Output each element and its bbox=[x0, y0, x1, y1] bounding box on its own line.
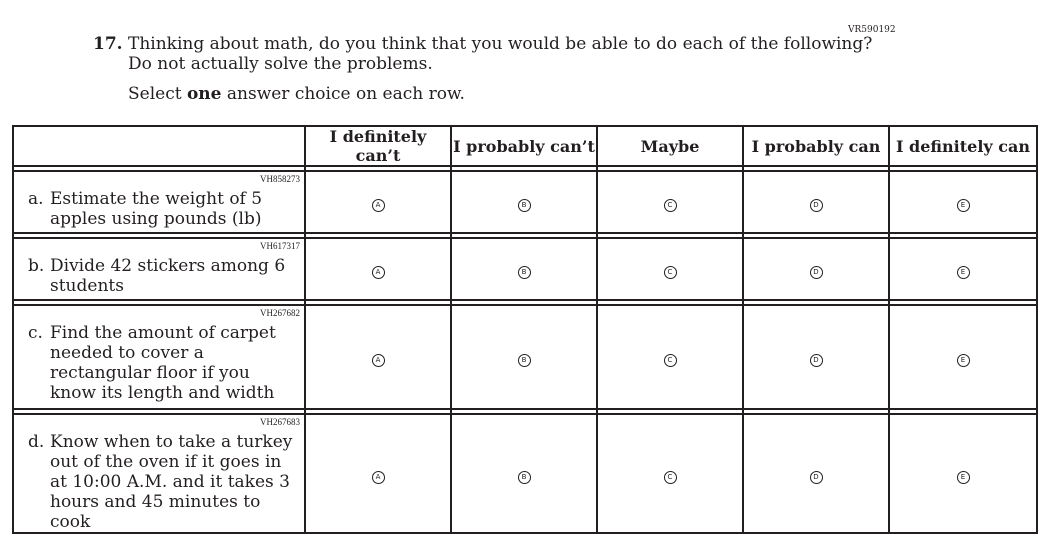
option-b-bubble[interactable]: B bbox=[518, 471, 531, 484]
option-cell[interactable] bbox=[597, 305, 743, 409]
row-text: Know when to take a turkey out of the oven if it goes in at 10:00 A.M. and it takes 3 hours and 45 minutes to cook bbox=[50, 432, 293, 532]
column-header: I probably can’t bbox=[451, 126, 597, 166]
row-item-code: VH267682 bbox=[260, 308, 300, 318]
option-a-bubble[interactable]: A bbox=[372, 471, 385, 484]
instruction-post: answer choice on each row. bbox=[221, 84, 465, 104]
option-d-bubble[interactable]: D bbox=[810, 471, 823, 484]
option-cell[interactable] bbox=[305, 238, 451, 300]
header-row bbox=[13, 126, 1037, 166]
option-cell[interactable] bbox=[451, 238, 597, 300]
option-cell[interactable] bbox=[597, 238, 743, 300]
row-text: Find the amount of carpet needed to cover a rectangular floor if you know its length and width bbox=[50, 323, 276, 403]
option-cell[interactable] bbox=[451, 171, 597, 233]
option-cell[interactable] bbox=[305, 171, 451, 233]
row-item-code: VH267683 bbox=[260, 417, 300, 427]
option-cell[interactable] bbox=[889, 238, 1037, 300]
column-header: Maybe bbox=[597, 126, 743, 166]
row-text: Estimate the weight of 5 apples using pounds (lb) bbox=[50, 189, 263, 229]
option-c-bubble[interactable]: C bbox=[664, 266, 677, 279]
question-line-1: Thinking about math, do you think that you would be able to do each of the following? bbox=[128, 34, 873, 54]
option-cell[interactable] bbox=[597, 414, 743, 533]
row-item-code: VH858273 bbox=[260, 174, 300, 184]
option-d-bubble[interactable]: D bbox=[810, 266, 823, 279]
option-cell[interactable] bbox=[305, 305, 451, 409]
table-row bbox=[13, 238, 1037, 300]
row-letter: c. bbox=[28, 323, 43, 343]
question-number: 17. bbox=[93, 34, 123, 54]
option-a-bubble[interactable]: A bbox=[372, 199, 385, 212]
option-cell[interactable] bbox=[451, 305, 597, 409]
option-d-bubble[interactable]: D bbox=[810, 199, 823, 212]
option-d-bubble[interactable]: D bbox=[810, 354, 823, 367]
option-a-bubble[interactable]: A bbox=[372, 354, 385, 367]
row-stem bbox=[13, 414, 305, 533]
row-stem bbox=[13, 238, 305, 300]
option-cell[interactable] bbox=[889, 414, 1037, 533]
question-line-2: Do not actually solve the problems. bbox=[128, 54, 433, 74]
option-e-bubble[interactable]: E bbox=[957, 471, 970, 484]
question-text bbox=[128, 34, 872, 74]
row-letter: d. bbox=[28, 432, 45, 452]
option-b-bubble[interactable]: B bbox=[518, 199, 531, 212]
option-cell[interactable] bbox=[889, 305, 1037, 409]
row-letter: b. bbox=[28, 256, 45, 276]
answer-grid bbox=[12, 125, 1038, 534]
row-item-code: VH617317 bbox=[260, 241, 300, 251]
option-cell[interactable] bbox=[743, 238, 889, 300]
row-stem bbox=[13, 305, 305, 409]
option-b-bubble[interactable]: B bbox=[518, 354, 531, 367]
question-instruction bbox=[128, 84, 465, 104]
option-c-bubble[interactable]: C bbox=[664, 471, 677, 484]
row-letter: a. bbox=[28, 189, 44, 209]
table-row bbox=[13, 305, 1037, 409]
option-cell[interactable] bbox=[889, 171, 1037, 233]
column-header: I definitely can bbox=[889, 126, 1037, 166]
option-b-bubble[interactable]: B bbox=[518, 266, 531, 279]
option-e-bubble[interactable]: E bbox=[957, 266, 970, 279]
option-c-bubble[interactable]: C bbox=[664, 199, 677, 212]
instruction-pre: Select bbox=[128, 84, 187, 104]
option-cell[interactable] bbox=[597, 171, 743, 233]
option-e-bubble[interactable]: E bbox=[957, 199, 970, 212]
column-header: I definitely can’t bbox=[305, 126, 451, 166]
option-e-bubble[interactable]: E bbox=[957, 354, 970, 367]
option-cell[interactable] bbox=[451, 414, 597, 533]
option-cell[interactable] bbox=[743, 305, 889, 409]
table-row bbox=[13, 414, 1037, 533]
option-cell[interactable] bbox=[743, 414, 889, 533]
instruction-emphasis: one bbox=[186, 84, 222, 104]
option-cell[interactable] bbox=[305, 414, 451, 533]
option-cell[interactable] bbox=[743, 171, 889, 233]
item-code: VR590192 bbox=[848, 25, 896, 35]
row-text: Divide 42 stickers among 6 students bbox=[50, 256, 286, 296]
column-header: I probably can bbox=[743, 126, 889, 166]
stem-header bbox=[13, 126, 305, 166]
row-stem bbox=[13, 171, 305, 233]
option-a-bubble[interactable]: A bbox=[372, 266, 385, 279]
table-row bbox=[13, 171, 1037, 233]
option-c-bubble[interactable]: C bbox=[664, 354, 677, 367]
